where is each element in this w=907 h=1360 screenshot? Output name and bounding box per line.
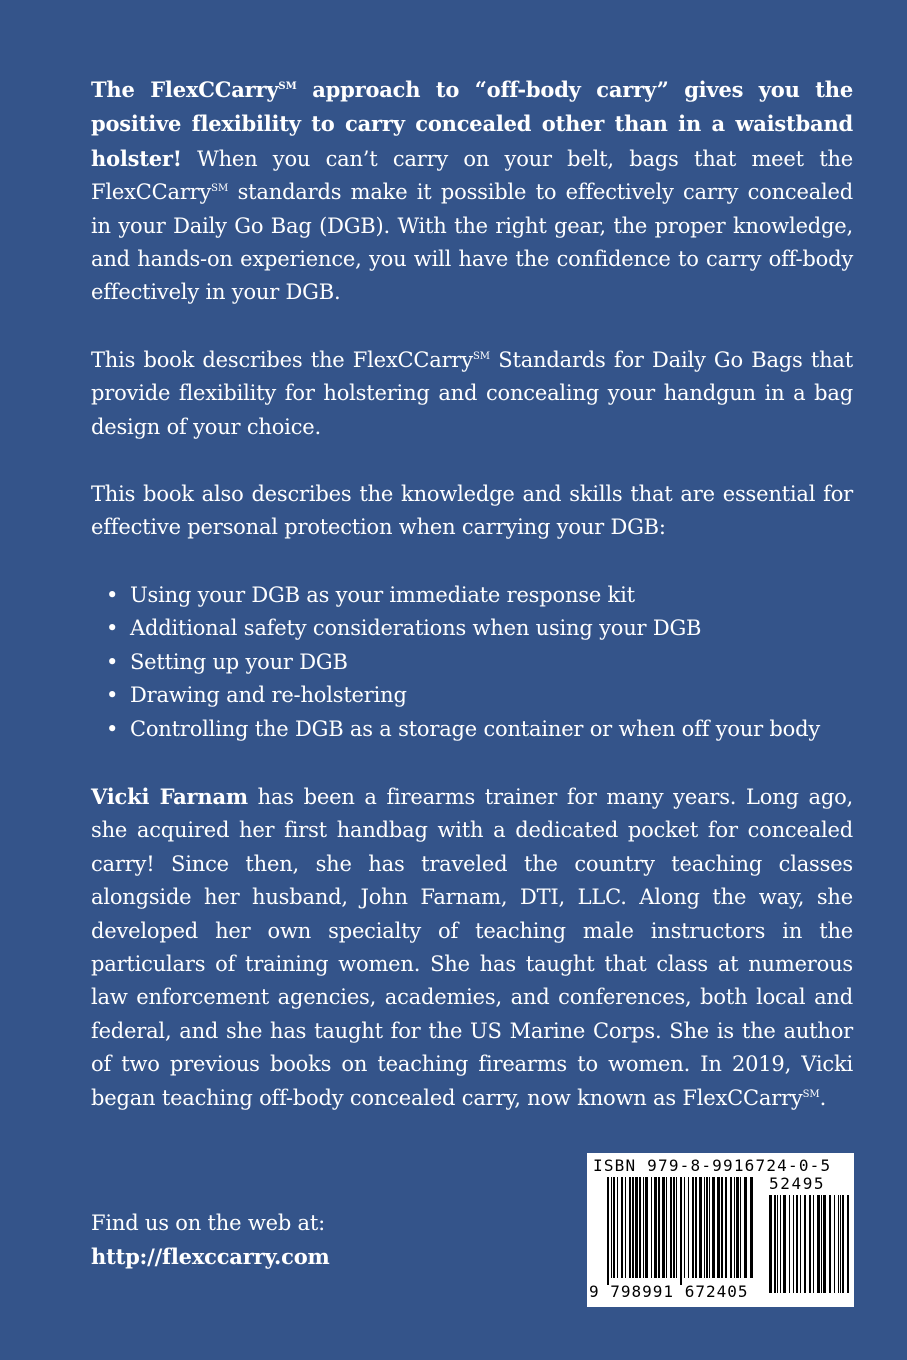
addon-bar [842,1195,844,1293]
author-bio-text: has been a firearms trainer for many years. Long ago, she acquired her first handbag with a dedicated pocket for concealed carry! Since then, she has traveled the country teaching classes alongside her husband, John Farnam, DTI, LLC. Along the way, she developed her own specialty of teaching male instructors in the particulars of training women. She has taught that class at numerous law enforcement agencies, academies, and conferences, both local and federal, and she has taught for the US Marine Corps. She is the author of two previous books on teaching firearms to women. In 2019, Vicki began teaching off-body concealed carry, now known as FlexCCarry [91,784,853,1110]
list-item-text: Additional safety considerations when using your DGB [130,616,702,641]
addon-bar [817,1195,820,1293]
addon-bar [813,1195,814,1293]
intro-bold-2: approach to “off-body carry” gives you the positive flexibility to carry concealed other than in a waistband holster! [91,77,853,171]
addon-bar [838,1195,839,1293]
list-item-text: Drawing and re-holstering [130,683,407,708]
service-mark: SM [472,350,491,362]
ean-bar [632,1177,634,1278]
ean-bar [744,1177,747,1278]
bullet-icon: • [106,649,119,674]
list-item-text: Controlling the DGB as a storage container or when off your body [130,716,821,741]
author-name: Vicki Farnam [91,783,248,809]
addon-bar [777,1195,778,1293]
ean-bar [662,1177,665,1278]
addon-bar [834,1195,835,1293]
bullet-icon: • [106,582,119,607]
ean-bar [621,1177,623,1278]
ean-bar [709,1177,710,1278]
intro-rest-1: When you can’t carry on your belt, bags that meet the FlexCCarry [91,146,853,205]
ean-bar [666,1177,667,1278]
web-info [91,1207,330,1274]
list-item [106,579,853,612]
ean-bar [688,1177,689,1278]
list-item [106,679,853,712]
ean-bar [736,1177,739,1278]
addon-bar [804,1195,806,1293]
skills-list [91,579,853,746]
back-cover-text [91,73,853,1149]
list-item-text: Setting up your DGB [130,649,348,674]
ean-bar [712,1177,715,1278]
list-item [106,646,853,679]
addon-bar [793,1195,794,1293]
ean-bar [717,1177,720,1278]
ean-bar [654,1177,657,1278]
ean-bar [695,1177,697,1278]
addon-bar [821,1195,822,1293]
ean-bar [625,1177,626,1278]
bullet-icon: • [106,683,119,708]
web-label: Find us on the web at: [91,1211,325,1235]
list-item [106,713,853,746]
ean-bar [704,1177,705,1278]
ean-bar [613,1177,615,1278]
ean-bar [730,1177,732,1278]
isbn-label: ISBN 979-8-9916724-0-5 [593,1156,832,1175]
ean-bar [611,1177,612,1278]
addon-bar [840,1195,841,1293]
addon-bar [809,1195,811,1293]
service-mark: SM [278,81,297,92]
addon-bar [800,1195,801,1293]
addon-bar [769,1195,772,1293]
bullet-icon: • [106,716,119,741]
ean-bar [680,1177,682,1285]
skills-intro-paragraph: This book also describes the knowledge and skills that are essential for effective personal protection when carrying your DGB: [91,482,853,540]
ean-bar [651,1177,652,1278]
ean-bar [617,1177,618,1278]
ean-bar [645,1177,648,1278]
ean-bar [725,1177,727,1278]
ean-bar [643,1177,644,1278]
list-item-text: Using your DGB as your immediate response kit [130,582,635,607]
addon-bar [823,1195,826,1293]
intro-rest-2: standards make it possible to effectively carry concealed in your Daily Go Bag (DGB). With the right gear, the proper knowledge, and hands-on experience, you will have the confidence to carry off-body effectively in your DGB. [91,180,853,305]
ean-bar [676,1177,677,1278]
author-bio-end: . [819,1085,827,1110]
intro-bold-1: The FlexCCarry [91,77,279,102]
ean-bar [706,1177,708,1278]
addon-bar [780,1195,781,1293]
addon-bar [796,1195,798,1293]
standards-paragraph [91,344,853,444]
addon-bar [829,1195,831,1293]
list-item [106,612,853,645]
isbn-barcode [587,1153,854,1307]
ean-bar [635,1177,638,1278]
ean-bar [721,1177,723,1278]
ean-digits: 9 798991 672405 [589,1282,749,1301]
ean-bar [607,1177,609,1285]
standards-text-2: Standards for Daily Go Bags that provide flexibility for holstering and concealing your handgun in a bag design of your choice. [91,347,853,439]
ean-bar [658,1177,660,1278]
addon-bar [789,1195,790,1293]
ean-bar [750,1177,753,1278]
standards-text-1: This book describes the FlexCCarry [91,347,473,372]
addon-bar [774,1195,776,1293]
ean-bar [673,1177,675,1278]
ean-bar [670,1177,672,1278]
service-mark: SM [211,183,229,195]
ean-bar [692,1177,694,1278]
ean-bar [734,1177,735,1278]
ean-bar [684,1177,685,1278]
addon-bar [783,1195,786,1293]
ean-bar [699,1177,702,1278]
author-bio-paragraph [91,780,853,1115]
ean-bar [740,1177,741,1278]
price-code: 52495 [769,1174,826,1193]
addon-bar [847,1195,849,1293]
bullet-icon: • [106,616,119,641]
ean-bar [639,1177,641,1278]
service-mark: SM [802,1088,820,1100]
intro-paragraph [91,73,853,310]
ean-bar [629,1177,631,1278]
website-link[interactable]: http://flexccarry.com [91,1244,330,1270]
